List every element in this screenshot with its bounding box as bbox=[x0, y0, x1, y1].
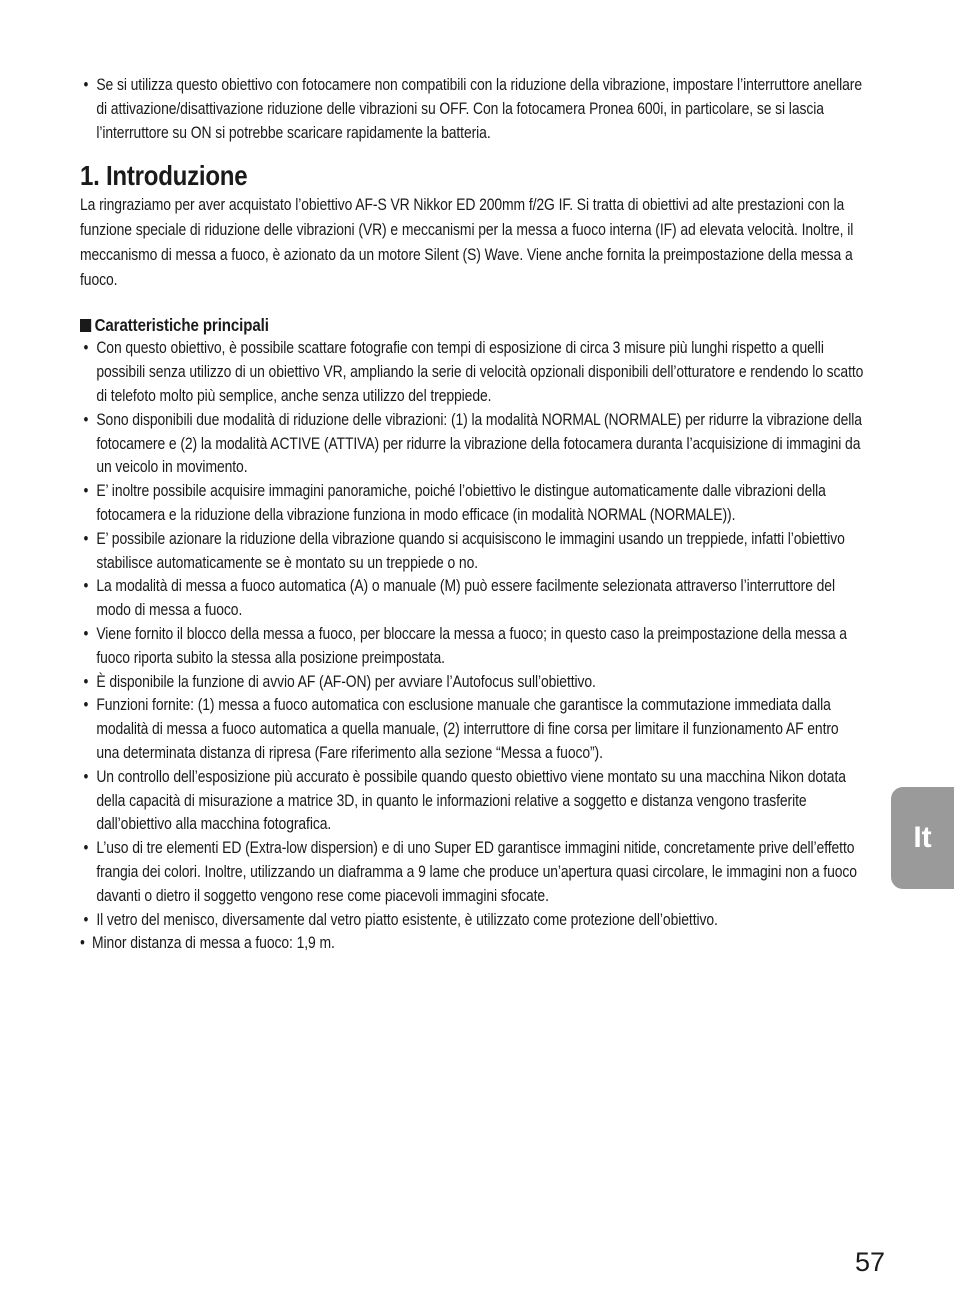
list-item-text: Viene fornito il blocco della messa a fuoco, per bloccare la messa a fuoco; in questo caso la preimpostazione della messa a fuoco riporta subito la stessa alla posizione preimpostata. bbox=[96, 624, 847, 667]
list-item-text: Minor distanza di messa a fuoco: 1,9 m. bbox=[92, 934, 335, 953]
warning-note-item bbox=[80, 74, 865, 145]
list-item-text: E’ inoltre possibile acquisire immagini panoramiche, poiché l’obiettivo le distingue automaticamente dalle vibrazioni della fotocamera e la riduzione della vibrazione funziona in modo efficace (in modalità NORMAL (NORMALE)). bbox=[96, 482, 826, 524]
list-item bbox=[80, 528, 865, 576]
bullet-dot: • bbox=[83, 410, 89, 429]
features-list bbox=[80, 337, 865, 956]
bullet-dot: • bbox=[83, 839, 89, 858]
list-item-text: E’ possibile azionare la riduzione della vibrazione quando si acquisiscono le immagini usando un treppiede, infatti l’obiettivo stabilisce automaticamente se è montato su un treppiede o no. bbox=[96, 529, 845, 572]
list-item-text: Il vetro del menisco, diversamente dal vetro piatto esistente, è utilizzato come protezione dell’obiettivo. bbox=[96, 910, 718, 929]
bullet-dot: • bbox=[83, 76, 89, 94]
features-heading bbox=[80, 313, 865, 337]
list-item bbox=[80, 694, 865, 765]
intro-paragraph bbox=[80, 193, 865, 293]
list-item-text: La modalità di messa a fuoco automatica (A) o manuale (M) può essere facilmente selezionata attraverso l’interruttore del modo di messa a fuoco. bbox=[96, 577, 835, 620]
square-bullet-icon bbox=[80, 319, 91, 332]
list-item bbox=[80, 575, 865, 623]
list-item bbox=[80, 409, 865, 480]
bullet-dot: • bbox=[80, 934, 85, 953]
features-heading-text: Caratteristiche principali bbox=[94, 315, 269, 336]
list-item-text: Sono disponibili due modalità di riduzione delle vibrazioni: (1) la modalità NORMAL (NORMALE) per ridurre la vibrazione della fotocamere e (2) la modalità ACTIVE (ATTIVA) per ridurre la vibrazione della fotocamera duranta l’acquisizione di immagini da un veicolo in movimento. bbox=[96, 410, 862, 477]
bullet-dot: • bbox=[83, 672, 89, 691]
bullet-dot: • bbox=[83, 577, 89, 596]
page-content bbox=[80, 74, 865, 956]
language-tab-label: It bbox=[913, 821, 932, 854]
list-item-text: È disponibile la funzione di avvio AF (AF-ON) per avviare l’Autofocus sull’obiettivo. bbox=[96, 672, 596, 691]
list-item-text: Funzioni fornite: (1) messa a fuoco automatica con esclusione manuale che garantisce la commutazione immediata dalla modalità di messa a fuoco automatica a quella manuale, (2) interruttore di fine corsa per limitare il funzionamento AF entro una determinata distanza di ripresa (Fare riferimento alla sezione “Messa a fuoco”). bbox=[96, 696, 839, 762]
list-item-text: Un controllo dell’esposizione più accurato è possibile quando questo obiettivo viene montato su una macchina Nikon dotata della capacità di misurazione a matrice 3D, in quanto le informazioni relative a soggetto e distanza vengono trasferite dall’obiettivo alla macchina fotografica. bbox=[96, 767, 846, 834]
list-item bbox=[80, 671, 865, 695]
list-item bbox=[80, 337, 865, 408]
list-item bbox=[80, 837, 865, 908]
bullet-dot: • bbox=[83, 339, 89, 358]
list-item bbox=[80, 909, 865, 933]
bullet-dot: • bbox=[83, 624, 89, 643]
list-item bbox=[80, 480, 865, 528]
bullet-dot: • bbox=[83, 482, 89, 501]
bullet-dot: • bbox=[83, 910, 89, 929]
list-item-text: Con questo obiettivo, è possibile scattare fotografie con tempi di esposizione di circa 3 misure più lunghi rispetto a quelli possibili senza utilizzo di un obiettivo VR, ampliando la serie di velocità opzionali disponibili dell’otturatore e rendendo lo scatto di telefoto molto più semplice, anche senza utilizzo del treppiede. bbox=[96, 339, 864, 405]
text-column bbox=[80, 74, 865, 956]
warning-note bbox=[80, 74, 865, 145]
bullet-dot: • bbox=[83, 767, 89, 786]
bullet-dot: • bbox=[83, 529, 89, 548]
page-number: 57 bbox=[855, 1247, 886, 1277]
language-tab bbox=[891, 787, 954, 889]
section-title: 1. Introduzione bbox=[80, 160, 248, 192]
intro-text: La ringraziamo per aver acquistato l’obiettivo AF-S VR Nikkor ED 200mm f/2G IF. Si tratta di obiettivi ad alte prestazioni con la funzione speciale di riduzione delle vibrazioni (VR) e meccanismi per la messa a fuoco interna (IF) ad elevata velocità. Inoltre, il meccanismo di messa a fuoco, è azionato da un motore Silent (S) Wave. Viene anche fornita la preimpostazione della messa a fuoco. bbox=[80, 196, 854, 290]
list-item bbox=[80, 623, 865, 671]
list-item bbox=[80, 932, 865, 956]
list-item-text: L’uso di tre elementi ED (Extra-low dispersion) e di uno Super ED garantisce immagini nitide, concretamente prive dell’effetto frangia dei colori. Inoltre, utilizzando un diaframma a 9 lame che produce un’apertura quasi circolare, le immagini non a fuoco davanti o dietro il soggetto vengono rese come piacevoli immagini sfocate. bbox=[96, 839, 857, 905]
list-item bbox=[80, 766, 865, 837]
warning-note-text: Se si utilizza questo obiettivo con fotocamere non compatibili con la riduzione della vibrazione, impostare l’interruttore anellare di attivazione/disattivazione riduzione delle vibrazioni su OFF. Con la fotocamera Pronea 600i, in particolare, se si lascia l’interruttore su ON si potrebbe scaricare rapidamente la batteria. bbox=[96, 76, 862, 142]
bullet-dot: • bbox=[83, 696, 89, 715]
